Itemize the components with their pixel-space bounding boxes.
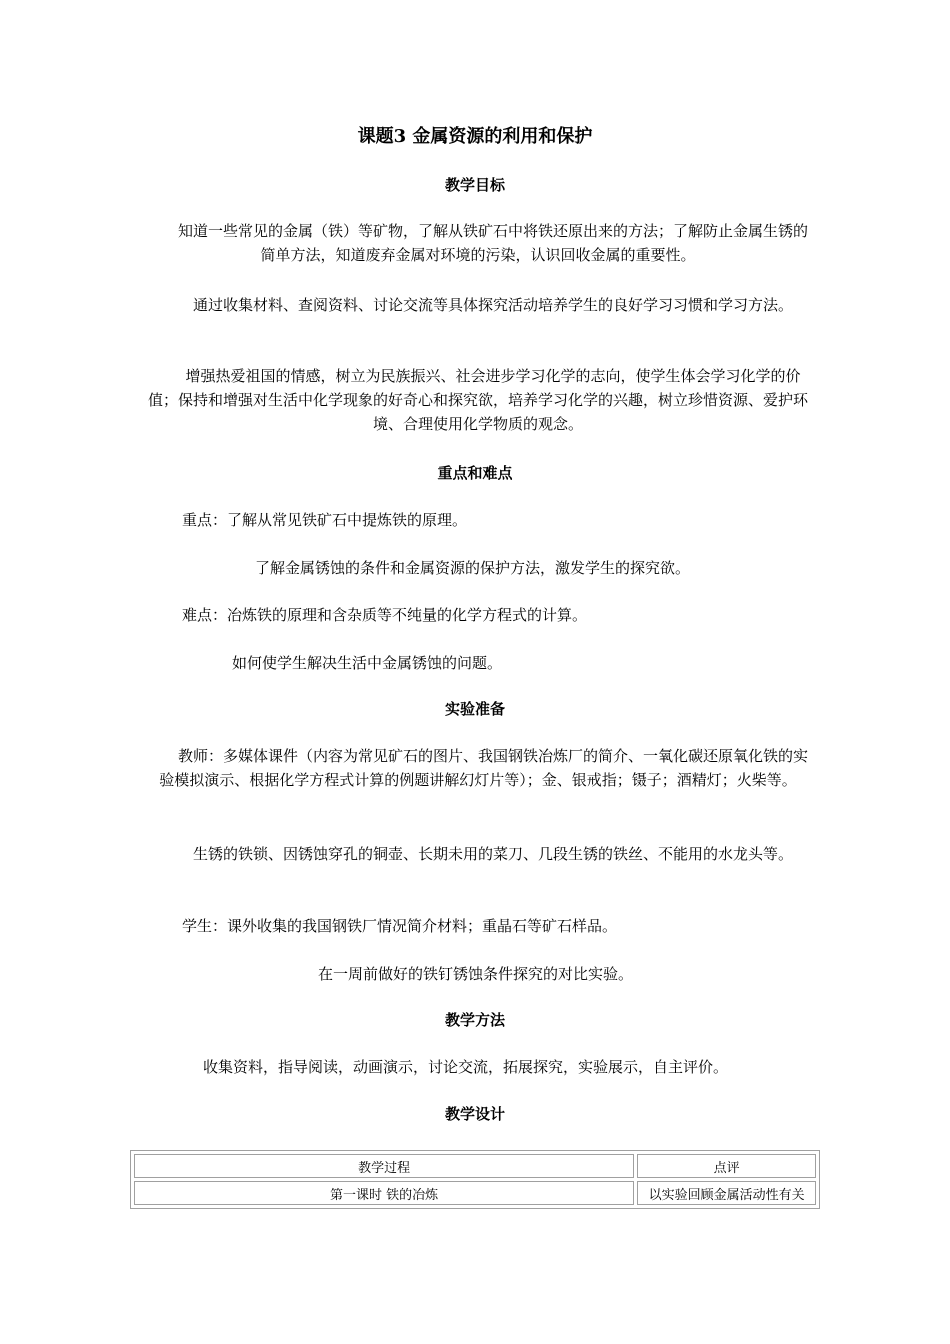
focus-point-1: 重点：了解从常见铁矿石中提炼铁的原理。	[182, 511, 468, 529]
goals-paragraph-knowledge: 知道一些常见的金属（铁）等矿物，了解从铁矿石中将铁还原出来的方法；了解防止金属生锈的简单方法，知道废弃金属对环境的污染，认识回收金属的重要性。	[177, 222, 808, 264]
heading-key-points: 重点和难点	[437, 464, 513, 482]
prep-rusty-items: 生锈的铁锁、因锈蚀穿孔的铜壶、长期未用的菜刀、几段生锈的铁丝、不能用的水龙头等。	[192, 845, 793, 863]
heading-teaching-design: 教学设计	[444, 1105, 505, 1123]
table-row	[134, 1181, 816, 1205]
heading-teaching-methods: 教学方法	[444, 1011, 505, 1029]
teaching-design-table	[130, 1150, 820, 1209]
table-cell-process: 第一课时 铁的冶炼	[134, 1181, 634, 1205]
prep-teacher-materials: 教师：多媒体课件（内容为常见矿石的图片、我国钢铁冶炼厂的简介、一氧化碳还原氧化铁的实验模拟演示、根据化学方程式计算的例题讲解幻灯片等）；金、银戒指；镊子；酒精灯；火柴等。	[159, 747, 808, 789]
table-header-comment: 点评	[637, 1154, 816, 1178]
difficulty-point-1: 难点：冶炼铁的原理和含杂质等不纯量的化学方程式的计算。	[182, 606, 588, 624]
difficulty-point-2: 如何使学生解决生活中金属锈蚀的问题。	[232, 654, 503, 672]
table-header-row	[134, 1154, 816, 1178]
table-header-process: 教学过程	[134, 1154, 634, 1178]
goals-paragraph-attitude: 增强热爱祖国的情感，树立为民族振兴、社会进步学习化学的志向，使学生体会学习化学的价值；保持和增强对生活中化学现象的好奇心和探究欲，培养学习化学的兴趣，树立珍惜资源、爱护环境、合理使用化学物质的观念。	[147, 367, 808, 433]
goals-paragraph-process: 通过收集材料、查阅资料、讨论交流等具体探究活动培养学生的良好学习习惯和学习方法。	[192, 296, 793, 314]
prep-student-materials: 学生：课外收集的我国钢铁厂情况简介材料；重晶石等矿石样品。	[182, 917, 618, 935]
table-cell-comment: 以实验回顾金属活动性有关	[637, 1181, 816, 1205]
document-title: 课题3 金属资源的利用和保护	[357, 126, 593, 147]
teaching-methods-text: 收集资料，指导阅读，动画演示，讨论交流，拓展探究，实验展示，自主评价。	[203, 1058, 729, 1076]
focus-point-2: 了解金属锈蚀的条件和金属资源的保护方法，激发学生的探究欲。	[255, 559, 691, 577]
heading-experiment-prep: 实验准备	[444, 700, 505, 718]
heading-teaching-goals: 教学目标	[444, 176, 505, 194]
prep-student-experiment: 在一周前做好的铁钉锈蚀条件探究的对比实验。	[318, 965, 634, 983]
